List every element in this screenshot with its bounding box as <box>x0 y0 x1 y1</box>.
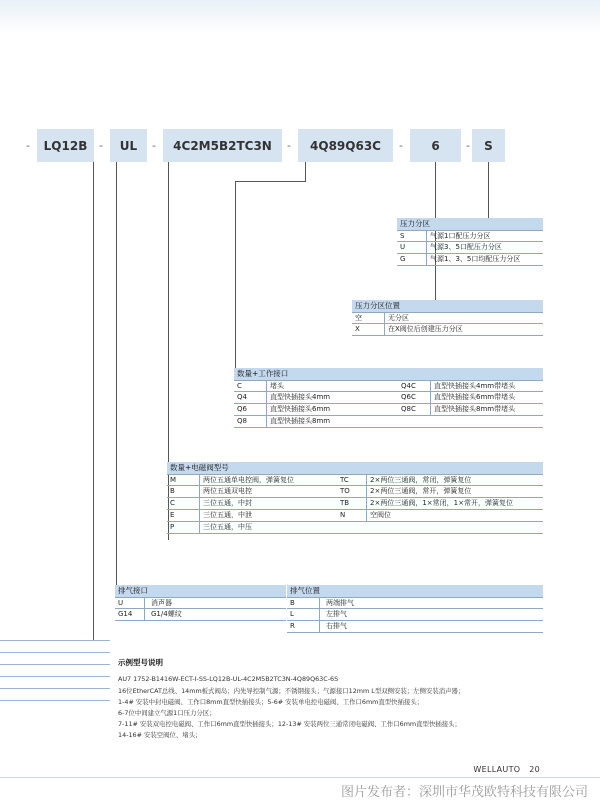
row-code: M <box>167 475 200 485</box>
work-port-header: 数量+工作接口 <box>234 368 543 380</box>
row-desc: 左排气 <box>326 610 347 618</box>
row-desc: 两端排气 <box>326 599 354 607</box>
page-footer <box>473 765 540 774</box>
table-row <box>115 597 286 609</box>
row-code: E <box>167 510 200 521</box>
row-code-2: Q4C <box>398 381 431 391</box>
row-code: P <box>167 522 200 533</box>
table-row <box>167 498 543 510</box>
row-desc: 在X阀位后创建压力分区 <box>388 325 463 333</box>
row-code: B <box>287 598 320 608</box>
code-segment-valves: 4C2M5B2TC3N <box>163 129 282 162</box>
row-desc-2: 直型快插接头6mm带堵头 <box>434 393 516 401</box>
work-port-table <box>234 368 543 428</box>
row-desc-2: 2×两位三通阀，常闭，弹簧复位 <box>370 476 472 484</box>
pressure-zone-table <box>397 218 543 266</box>
table-row <box>397 254 543 266</box>
code-segment-zone-position: 6 <box>410 129 461 162</box>
row-code-2: N <box>337 510 367 521</box>
row-code: R <box>287 621 320 632</box>
table-row <box>167 486 543 498</box>
row-code-2: Q6C <box>398 392 431 403</box>
example-line: 7-11# 安装双电控电磁阀、工作口6mm直型快插接头；12-13# 安装两位三通常闭电磁阀、工作口6mm直型快插接头； <box>118 720 461 728</box>
connector-manifold <box>93 162 94 640</box>
row-code: U <box>397 242 427 253</box>
row-code-2: TC <box>337 475 367 485</box>
code-segment-exhaust: UL <box>110 129 147 162</box>
publisher-watermark: 图片发布者：深圳市华茂欧特科技有限公司 <box>340 785 588 800</box>
exhaust-position-header: 排气位置 <box>287 585 543 597</box>
page-number: 20 <box>529 765 540 774</box>
example-title: 示例型号说明 <box>118 658 163 667</box>
left-stub-line <box>0 640 110 641</box>
valve-type-header: 数量+电磁阀型号 <box>167 462 543 474</box>
row-code: X <box>352 324 385 335</box>
exhaust-port-table <box>115 585 286 621</box>
table-row <box>234 404 543 416</box>
code-dash-5: - <box>399 139 403 152</box>
code-segment-ports: 4Q89Q63C <box>298 129 393 162</box>
example-line: 6-7位中间建立气源1口压力分区； <box>118 709 216 717</box>
table-row <box>234 392 543 404</box>
table-row <box>167 522 543 534</box>
row-code: 空 <box>352 313 385 323</box>
row-desc: 气源1口配压力分区 <box>430 232 491 240</box>
row-desc-2: 空阀位 <box>370 511 391 519</box>
table-row <box>397 242 543 254</box>
row-code: L <box>287 609 320 620</box>
code-dash-3: - <box>152 139 156 152</box>
table-row <box>352 324 543 336</box>
row-desc: 气源3、5口配压力分区 <box>430 243 502 251</box>
exhaust-port-header: 排气接口 <box>115 585 286 597</box>
example-line: 16位EtherCAT总线、14mm板式阀岛；内先导控制气源；不锈钢接头；气源接口12mm L型双侧安装；左侧安装消声器； <box>118 687 465 695</box>
code-dash-6: - <box>466 139 470 152</box>
valve-type-table <box>167 462 543 534</box>
row-desc: 堵头 <box>270 382 284 390</box>
footer-rule <box>0 777 600 778</box>
top-gradient-band <box>0 0 600 34</box>
row-code: Q4 <box>234 392 267 403</box>
code-segment-manifold: LQ12B <box>37 129 94 162</box>
row-code-2: TO <box>337 486 367 497</box>
left-stub-line <box>0 676 110 677</box>
row-code-2: TB <box>337 498 367 509</box>
row-code: C <box>234 381 267 391</box>
code-dash-4: - <box>287 139 291 152</box>
left-stub-line <box>0 652 110 653</box>
row-desc: 直型快插接头8mm <box>270 417 331 425</box>
row-desc: 气源1、3、5口均配压力分区 <box>430 255 521 263</box>
code-segment-zone: S <box>472 129 505 162</box>
row-desc: 无分区 <box>388 314 409 322</box>
example-line: AU7 1752-B1416W-ECT-I-SS-LQ12B-UL-4C2M5B2TC3N-4Q89Q63C-6S <box>118 675 339 683</box>
code-dash-2: - <box>99 139 103 152</box>
table-row <box>234 416 543 428</box>
table-row <box>397 230 543 242</box>
table-row <box>287 609 543 621</box>
row-code: B <box>167 486 200 497</box>
connector-ports-horizontal <box>235 181 306 182</box>
connector-zone <box>488 162 489 218</box>
row-desc: 三位五通，中封 <box>203 499 252 507</box>
row-desc: 两位五通单电控阀，弹簧复位 <box>203 476 294 484</box>
row-desc: 两位五通双电控 <box>203 487 252 495</box>
row-code: U <box>115 598 145 608</box>
connector-ports-drop <box>235 181 236 368</box>
row-desc: 三位五通，中泄 <box>203 511 252 519</box>
row-desc: 三位五通，中压 <box>203 523 252 531</box>
row-code: Q8 <box>234 416 267 427</box>
exhaust-position-table <box>287 585 543 633</box>
example-line: 14-16# 安装空阀位、堵头； <box>118 731 202 739</box>
left-stub-line <box>0 700 110 701</box>
row-code: G <box>397 254 427 265</box>
row-desc-2: 直型快插接头8mm带堵头 <box>434 405 516 413</box>
row-desc: 直型快插接头4mm <box>270 393 331 401</box>
pressure-zone-position-header: 压力分区位置 <box>352 300 543 312</box>
row-desc-2: 2×两位三通阀，常开，弹簧复位 <box>370 487 472 495</box>
table-row <box>234 380 543 392</box>
row-code-2: Q8C <box>398 404 431 415</box>
connector-ports-down <box>305 162 306 181</box>
row-desc: 消声器 <box>151 599 172 607</box>
row-code: Q6 <box>234 404 267 415</box>
example-section <box>118 657 558 741</box>
table-row <box>287 621 543 633</box>
pressure-zone-position-table <box>352 300 543 336</box>
brand-name: WELLAUTO <box>473 765 521 774</box>
pressure-zone-header: 压力分区 <box>397 218 543 230</box>
table-row <box>167 510 543 522</box>
row-desc-2: 直型快插接头4mm带堵头 <box>434 382 516 390</box>
code-dash-1: - <box>26 139 30 152</box>
row-desc-2: 2×两位三通阀，1×常闭，1×常开，弹簧复位 <box>370 499 513 507</box>
table-row <box>115 609 286 621</box>
left-stub-line <box>0 688 110 689</box>
row-desc: 直型快插接头6mm <box>270 405 331 413</box>
table-row <box>287 597 543 609</box>
left-stub-line <box>0 664 110 665</box>
row-code: S <box>397 231 427 241</box>
table-row <box>167 474 543 486</box>
row-desc: G1/4螺纹 <box>151 610 182 618</box>
connector-exhaust <box>116 162 117 585</box>
example-line: 1-4# 安装中封电磁阀、工作口8mm直型快插接头；5-6# 安装单电控电磁阀、工作口6mm直型快插接头； <box>118 698 424 706</box>
table-row <box>352 312 543 324</box>
row-code: G14 <box>115 609 145 620</box>
row-code: C <box>167 498 200 509</box>
row-desc: 右排气 <box>326 622 347 630</box>
